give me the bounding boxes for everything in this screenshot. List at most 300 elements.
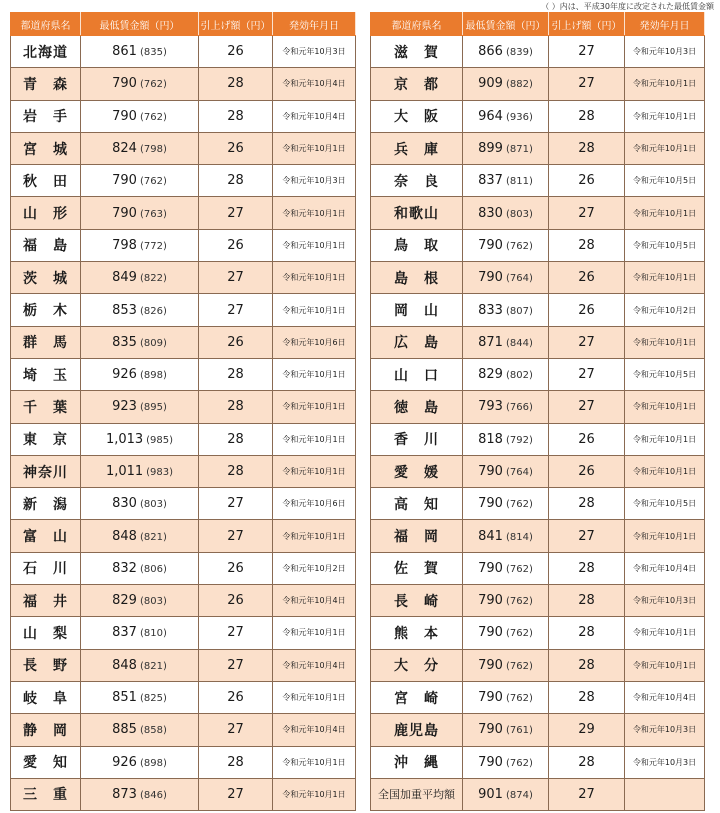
table-row [371,585,705,617]
effective-date: 令和元年10月1日 [625,617,705,649]
prefecture-name: 福 井 [11,585,81,617]
raise-amount: 27 [199,649,273,681]
minimum-wage [463,197,549,229]
minimum-wage [81,294,199,326]
minimum-wage [463,68,549,100]
minimum-wage [463,229,549,261]
raise-amount: 28 [549,585,625,617]
table-row [11,229,356,261]
prefecture-name: 島 根 [371,262,463,294]
table-row [371,68,705,100]
wage-table-right [370,12,705,811]
minimum-wage [81,552,199,584]
previous-wage: (766) [505,402,533,414]
previous-wage: (810) [139,628,167,640]
minimum-wage [81,681,199,713]
minimum-wage [81,358,199,390]
minimum-wage [81,778,199,810]
minimum-wage [463,746,549,778]
table-row [11,100,356,132]
header-raise: 引上げ額（円） [549,13,625,36]
current-wage: 833 [478,302,503,318]
raise-amount: 28 [549,746,625,778]
minimum-wage [463,552,549,584]
table-row [371,36,705,68]
minimum-wage [463,326,549,358]
minimum-wage [81,132,199,164]
header-wage: 最低賃金額（円） [463,13,549,36]
prefecture-name: 岐 阜 [11,681,81,713]
previous-wage: (798) [139,144,167,156]
effective-date: 令和元年10月6日 [273,488,356,520]
current-wage: 837 [112,625,137,641]
raise-amount: 26 [199,229,273,261]
previous-wage: (803) [505,208,533,220]
table-row [371,649,705,681]
previous-wage: (762) [505,757,533,769]
raise-amount: 26 [199,132,273,164]
prefecture-name: 広 島 [371,326,463,358]
raise-amount: 28 [549,649,625,681]
minimum-wage [81,488,199,520]
effective-date: 令和元年10月2日 [273,552,356,584]
previous-wage: (822) [139,273,167,285]
current-wage: 853 [112,302,137,318]
prefecture-name: 茨 城 [11,262,81,294]
minimum-wage [463,165,549,197]
prefecture-name: 新 潟 [11,488,81,520]
raise-amount: 27 [549,391,625,423]
minimum-wage [81,423,199,455]
current-wage: 790 [112,205,137,221]
current-wage: 873 [112,786,137,802]
prefecture-name: 兵 庫 [371,132,463,164]
raise-amount: 27 [199,197,273,229]
prefecture-name: 山 口 [371,358,463,390]
previous-wage: (825) [139,693,167,705]
previous-wage: (762) [139,176,167,188]
minimum-wage [81,520,199,552]
minimum-wage [81,165,199,197]
prefecture-name: 滋 賀 [371,36,463,68]
previous-wage: (811) [505,176,533,188]
minimum-wage [81,262,199,294]
raise-amount: 28 [199,358,273,390]
effective-date: 令和元年10月1日 [273,681,356,713]
current-wage: 909 [478,76,503,92]
minimum-wage [81,649,199,681]
minimum-wage [81,391,199,423]
effective-date: 令和元年10月1日 [273,358,356,390]
prefecture-name: 山 梨 [11,617,81,649]
minimum-wage [463,488,549,520]
effective-date: 令和元年10月4日 [273,649,356,681]
prefecture-name: 埼 玉 [11,358,81,390]
current-wage: 830 [112,496,137,512]
table-row [11,455,356,487]
prefecture-name: 山 形 [11,197,81,229]
current-wage: 790 [112,108,137,124]
minimum-wage [81,714,199,746]
current-wage: 866 [478,44,503,60]
previous-wage: (762) [505,693,533,705]
raise-amount: 28 [549,552,625,584]
raise-amount: 26 [549,455,625,487]
previous-wage: (772) [139,240,167,252]
current-wage: 899 [478,141,503,157]
raise-amount: 28 [549,488,625,520]
effective-date: 令和元年10月1日 [625,132,705,164]
table-row [11,262,356,294]
header-pref: 都道府県名 [371,13,463,36]
effective-date: 令和元年10月5日 [625,488,705,520]
minimum-wage [81,100,199,132]
effective-date: 令和元年10月4日 [273,100,356,132]
effective-date: 令和元年10月1日 [273,294,356,326]
prefecture-name: 京 都 [371,68,463,100]
header-wage: 最低賃金額（円） [81,13,199,36]
effective-date: 令和元年10月4日 [273,585,356,617]
raise-amount: 28 [199,391,273,423]
table-row [371,520,705,552]
minimum-wage [463,262,549,294]
effective-date: 令和元年10月1日 [273,520,356,552]
minimum-wage [463,714,549,746]
previous-wage: (821) [139,531,167,543]
current-wage: 829 [112,593,137,609]
prefecture-name: 福 島 [11,229,81,261]
current-wage: 871 [478,334,503,350]
previous-wage: (898) [139,757,167,769]
minimum-wage [463,585,549,617]
prefecture-name: 大 阪 [371,100,463,132]
raise-amount: 27 [549,36,625,68]
prefecture-name: 香 川 [371,423,463,455]
table-row [11,520,356,552]
current-wage: 848 [112,657,137,673]
table-row [371,746,705,778]
raise-amount: 28 [549,617,625,649]
minimum-wage [81,36,199,68]
raise-amount: 28 [199,746,273,778]
previous-wage: (898) [139,370,167,382]
previous-wage: (761) [505,725,533,737]
table-row [371,455,705,487]
previous-wage: (809) [139,337,167,349]
previous-wage: (858) [139,725,167,737]
prefecture-name: 秋 田 [11,165,81,197]
effective-date: 令和元年10月1日 [625,423,705,455]
effective-date: 令和元年10月1日 [625,649,705,681]
raise-amount: 29 [549,714,625,746]
table-row [371,714,705,746]
prefecture-name: 熊 本 [371,617,463,649]
previous-wage: (814) [505,531,533,543]
raise-amount: 26 [199,552,273,584]
current-wage: 832 [112,560,137,576]
effective-date: 令和元年10月3日 [625,746,705,778]
prefecture-name: 栃 木 [11,294,81,326]
previous-wage: (895) [139,402,167,414]
raise-amount: 26 [549,262,625,294]
prefecture-name: 長 崎 [371,585,463,617]
header-date: 発効年月日 [625,13,705,36]
raise-amount: 28 [199,165,273,197]
current-wage: 790 [478,464,503,479]
table-row [11,552,356,584]
minimum-wage [463,423,549,455]
effective-date: 令和元年10月1日 [273,617,356,649]
minimum-wage [81,455,199,487]
minimum-wage [81,617,199,649]
previous-wage: (871) [505,144,533,156]
effective-date: 令和元年10月1日 [273,391,356,423]
prefecture-name: 愛 媛 [371,455,463,487]
raise-amount: 28 [549,132,625,164]
effective-date: 令和元年10月1日 [625,520,705,552]
raise-amount: 26 [199,36,273,68]
effective-date: 令和元年10月1日 [625,197,705,229]
previous-wage: (762) [505,240,533,252]
prefecture-name: 静 岡 [11,714,81,746]
current-wage: 1,011 [105,464,144,479]
current-wage: 885 [112,722,137,738]
prefecture-name: 青 森 [11,68,81,100]
raise-amount: 26 [199,326,273,358]
current-wage: 849 [112,270,137,286]
previous-wage: (802) [505,370,533,382]
prefecture-name: 岩 手 [11,100,81,132]
previous-wage: (936) [505,111,533,123]
table-row [11,36,356,68]
table-row [11,165,356,197]
previous-wage: (839) [505,47,533,59]
current-wage: 1,013 [105,431,144,447]
minimum-wage [463,391,549,423]
minimum-wage [81,746,199,778]
effective-date: 令和元年10月1日 [625,262,705,294]
effective-date: 令和元年10月3日 [625,714,705,746]
prefecture-name: 沖 縄 [371,746,463,778]
table-row [371,617,705,649]
minimum-wage [463,294,549,326]
previous-wage: (874) [505,789,533,801]
effective-date: 令和元年10月6日 [273,326,356,358]
effective-date: 令和元年10月1日 [273,455,356,487]
current-wage: 926 [112,367,137,383]
previous-wage: (762) [139,111,167,123]
raise-amount: 27 [549,197,625,229]
raise-amount: 28 [199,455,273,487]
table-row [371,423,705,455]
minimum-wage [81,585,199,617]
raise-amount: 28 [549,681,625,713]
raise-amount: 27 [199,488,273,520]
current-wage: 790 [478,237,503,253]
current-wage: 790 [478,593,503,609]
effective-date: 令和元年10月4日 [625,552,705,584]
current-wage: 837 [478,173,503,189]
table-row [371,681,705,713]
table-row [11,197,356,229]
effective-date: 令和元年10月1日 [273,746,356,778]
current-wage: 790 [478,722,503,738]
raise-amount: 27 [549,358,625,390]
effective-date: 令和元年10月3日 [625,585,705,617]
table-row [371,552,705,584]
minimum-wage [81,229,199,261]
effective-date: 令和元年10月4日 [625,681,705,713]
effective-date: 令和元年10月1日 [625,100,705,132]
previous-wage: (844) [505,337,533,349]
prefecture-name: 大 分 [371,649,463,681]
minimum-wage [463,681,549,713]
minimum-wage [463,100,549,132]
previous-wage: (846) [139,789,167,801]
current-wage: 830 [478,205,503,221]
prefecture-name: 福 岡 [371,520,463,552]
current-wage: 824 [112,141,137,157]
previous-wage: (762) [505,563,533,575]
table-row [11,358,356,390]
prefecture-name: 佐 賀 [371,552,463,584]
raise-amount: 27 [199,714,273,746]
raise-amount: 27 [549,520,625,552]
previous-wage: (762) [505,499,533,511]
footnote: （ ）内は、平成30年度に改定された最低賃金額 [541,2,714,11]
effective-date: 令和元年10月4日 [273,68,356,100]
raise-amount: 28 [199,68,273,100]
current-wage: 901 [478,786,503,802]
table-row [11,617,356,649]
current-wage: 851 [112,690,137,706]
prefecture-name: 石 川 [11,552,81,584]
previous-wage: (762) [505,628,533,640]
minimum-wage [463,132,549,164]
table-row [371,262,705,294]
table-row [11,681,356,713]
current-wage: 835 [112,334,137,350]
table-row [11,423,356,455]
effective-date: 令和元年10月3日 [273,36,356,68]
prefecture-name: 群 馬 [11,326,81,358]
effective-date: 令和元年10月1日 [273,423,356,455]
raise-amount: 26 [199,585,273,617]
prefecture-name: 宮 城 [11,132,81,164]
header-raise: 引上げ額（円） [199,13,273,36]
raise-amount: 28 [549,229,625,261]
effective-date: 令和元年10月4日 [273,714,356,746]
raise-amount: 27 [199,617,273,649]
table-row [371,778,705,810]
effective-date: 令和元年10月3日 [273,165,356,197]
effective-date [625,778,705,810]
minimum-wage [81,197,199,229]
effective-date: 令和元年10月1日 [625,326,705,358]
table-row [11,326,356,358]
wage-table-left [10,12,356,811]
effective-date: 令和元年10月1日 [273,132,356,164]
current-wage: 790 [478,270,503,286]
effective-date: 令和元年10月5日 [625,229,705,261]
effective-date: 令和元年10月1日 [273,197,356,229]
prefecture-name: 徳 島 [371,391,463,423]
minimum-wage [463,36,549,68]
effective-date: 令和元年10月5日 [625,165,705,197]
raise-amount: 27 [199,262,273,294]
table-row [11,714,356,746]
current-wage: 818 [478,431,503,447]
prefecture-name: 高 知 [371,488,463,520]
table-row [11,294,356,326]
effective-date: 令和元年10月1日 [625,391,705,423]
effective-date: 令和元年10月3日 [625,36,705,68]
previous-wage: (764) [505,273,533,285]
current-wage: 790 [478,690,503,706]
minimum-wage [463,455,549,487]
prefecture-name: 東 京 [11,423,81,455]
previous-wage: (835) [139,47,167,59]
table-row [371,165,705,197]
previous-wage: (882) [505,79,533,91]
current-wage: 790 [478,625,503,641]
header-row [11,13,356,36]
table-row [11,391,356,423]
raise-amount: 26 [199,681,273,713]
prefecture-name: 三 重 [11,778,81,810]
prefecture-name: 長 野 [11,649,81,681]
previous-wage: (807) [505,305,533,317]
raise-amount: 27 [549,68,625,100]
raise-amount: 27 [199,520,273,552]
prefecture-name: 富 山 [11,520,81,552]
current-wage: 790 [478,657,503,673]
previous-wage: (806) [139,563,167,575]
raise-amount: 27 [199,294,273,326]
previous-wage: (803) [139,499,167,511]
previous-wage: (983) [146,467,174,478]
effective-date: 令和元年10月5日 [625,358,705,390]
current-wage: 848 [112,528,137,544]
current-wage: 790 [478,754,503,770]
table-row [11,746,356,778]
current-wage: 793 [478,399,503,415]
minimum-wage [463,649,549,681]
raise-amount: 27 [549,778,625,810]
current-wage: 790 [112,76,137,92]
current-wage: 790 [478,496,503,512]
raise-amount: 28 [199,100,273,132]
raise-amount: 26 [549,294,625,326]
minimum-wage [463,778,549,810]
raise-amount: 28 [199,423,273,455]
effective-date: 令和元年10月1日 [273,262,356,294]
header-pref: 都道府県名 [11,13,81,36]
prefecture-name: 和歌山 [371,197,463,229]
current-wage: 841 [478,528,503,544]
table-row [371,132,705,164]
table-row [11,68,356,100]
previous-wage: (792) [505,434,533,446]
table-row [11,778,356,810]
raise-amount: 26 [549,165,625,197]
minimum-wage [463,358,549,390]
effective-date: 令和元年10月1日 [273,778,356,810]
table-row [371,229,705,261]
table-row [371,100,705,132]
prefecture-name: 奈 良 [371,165,463,197]
current-wage: 790 [478,560,503,576]
